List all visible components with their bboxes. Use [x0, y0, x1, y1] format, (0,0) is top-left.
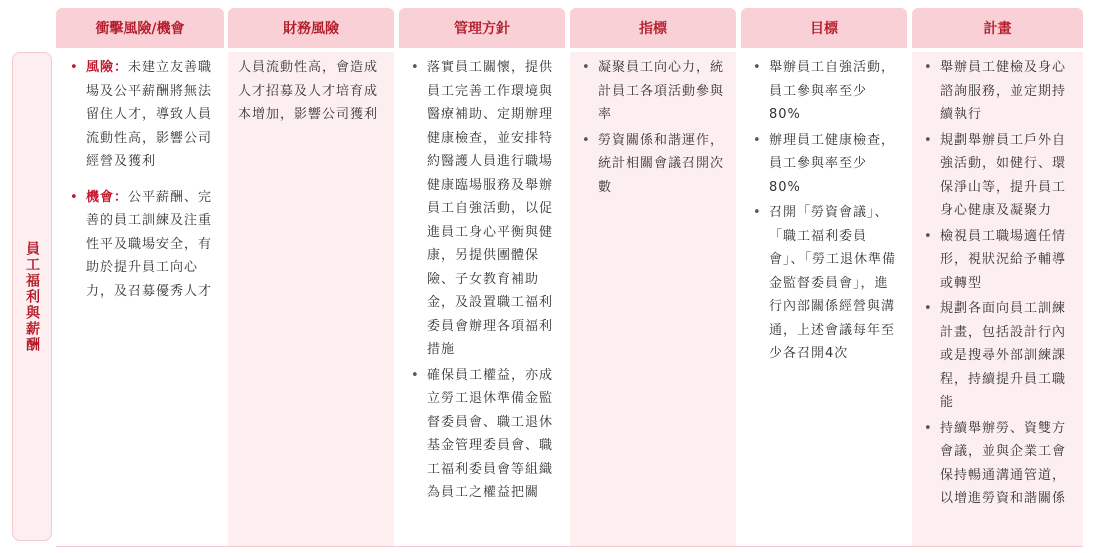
header-financial-risk: 財務風險 — [228, 8, 394, 48]
plans-list — [922, 56, 1073, 511]
list-item: • 勞資關係和諧運作，統計相關會議召開次數 — [598, 129, 726, 200]
opportunity-keyword: 機會： — [86, 189, 129, 205]
row-label-text: 員工福利與薪酬 — [24, 240, 40, 353]
list-item: • 規劃舉辦員工戶外自強活動，如健行、環保淨山等，提升員工身心健康及凝聚力 — [940, 129, 1073, 223]
list-item: • 舉辦員工自強活動，員工參與率至少80% — [769, 56, 897, 127]
risk-text: 未建立友善職場及公平薪酬將無法留住人才，導致人員流動性高，影響公司經營及獲利 — [86, 60, 213, 169]
targets-list — [751, 56, 897, 366]
impact-list — [68, 56, 214, 303]
management-list — [409, 56, 555, 505]
list-item: • 召開「勞資會議」、「職工福利委員會」、「勞工退休準備金監督委員會」，進行內部關係經營與溝通，上述會議每年至少各召開4次 — [769, 201, 897, 366]
header-impact: 衝擊風險/機會 — [56, 8, 224, 48]
indicators-cell — [570, 52, 736, 546]
list-item: • 凝聚員工向心力，統計員工各項活動參與率 — [598, 56, 726, 127]
header-indicators: 指標 — [570, 8, 736, 48]
list-item: • 檢視員工職場適任情形，視狀況給予輔導或轉型 — [940, 225, 1073, 296]
list-item — [86, 56, 214, 174]
financial-risk-cell — [228, 52, 394, 546]
financial-risk-text: 人員流動性高，會造成人才招募及人才培育成本增加，影響公司獲利 — [238, 60, 379, 122]
list-item: • 確保員工權益，亦成立勞工退休準備金監督委員會、職工退休基金管理委員會、職工福利委員會等組織為員工之權益把關 — [427, 364, 555, 505]
row-label — [12, 52, 52, 541]
risk-keyword: 風險： — [86, 60, 129, 75]
list-item: • 辦理員工健康檢查，員工參與率至少80% — [769, 129, 897, 200]
plans-cell — [912, 52, 1083, 546]
list-item: • 落實員工關懷，提供員工完善工作環境與醫療補助、定期辦理健康檢查，並安排特約醫護人員進行職場健康臨場服務及舉辦員工自強活動，以促進員工身心平衡與健康，另提供團體保險、子女教育補助金，及設置職工福利委員會辦理各項福利措施 — [427, 56, 555, 362]
list-item: • 持續舉辦勞、資雙方會議，並與企業工會保持暢通溝通管道，以增進勞資和諧關係 — [940, 417, 1073, 511]
header-plans: 計畫 — [912, 8, 1083, 48]
list-item: • 規劃各面向員工訓練計畫，包括設計行內或是搜尋外部訓練課程，持續提升員工職能 — [940, 297, 1073, 415]
table-bottom-border — [56, 546, 1083, 547]
impact-cell — [56, 52, 224, 546]
indicators-list — [580, 56, 726, 199]
list-item: • 舉辦員工健檢及身心諮詢服務，並定期持續執行 — [940, 56, 1073, 127]
header-targets: 目標 — [741, 8, 907, 48]
management-cell — [399, 52, 565, 546]
header-management: 管理方針 — [399, 8, 565, 48]
targets-cell — [741, 52, 907, 546]
opportunity-text: 公平薪酬、完善的員工訓練及注重性平及職場安全，有助於提升員工向心力，及召募優秀人才 — [86, 189, 213, 299]
list-item — [86, 186, 214, 304]
